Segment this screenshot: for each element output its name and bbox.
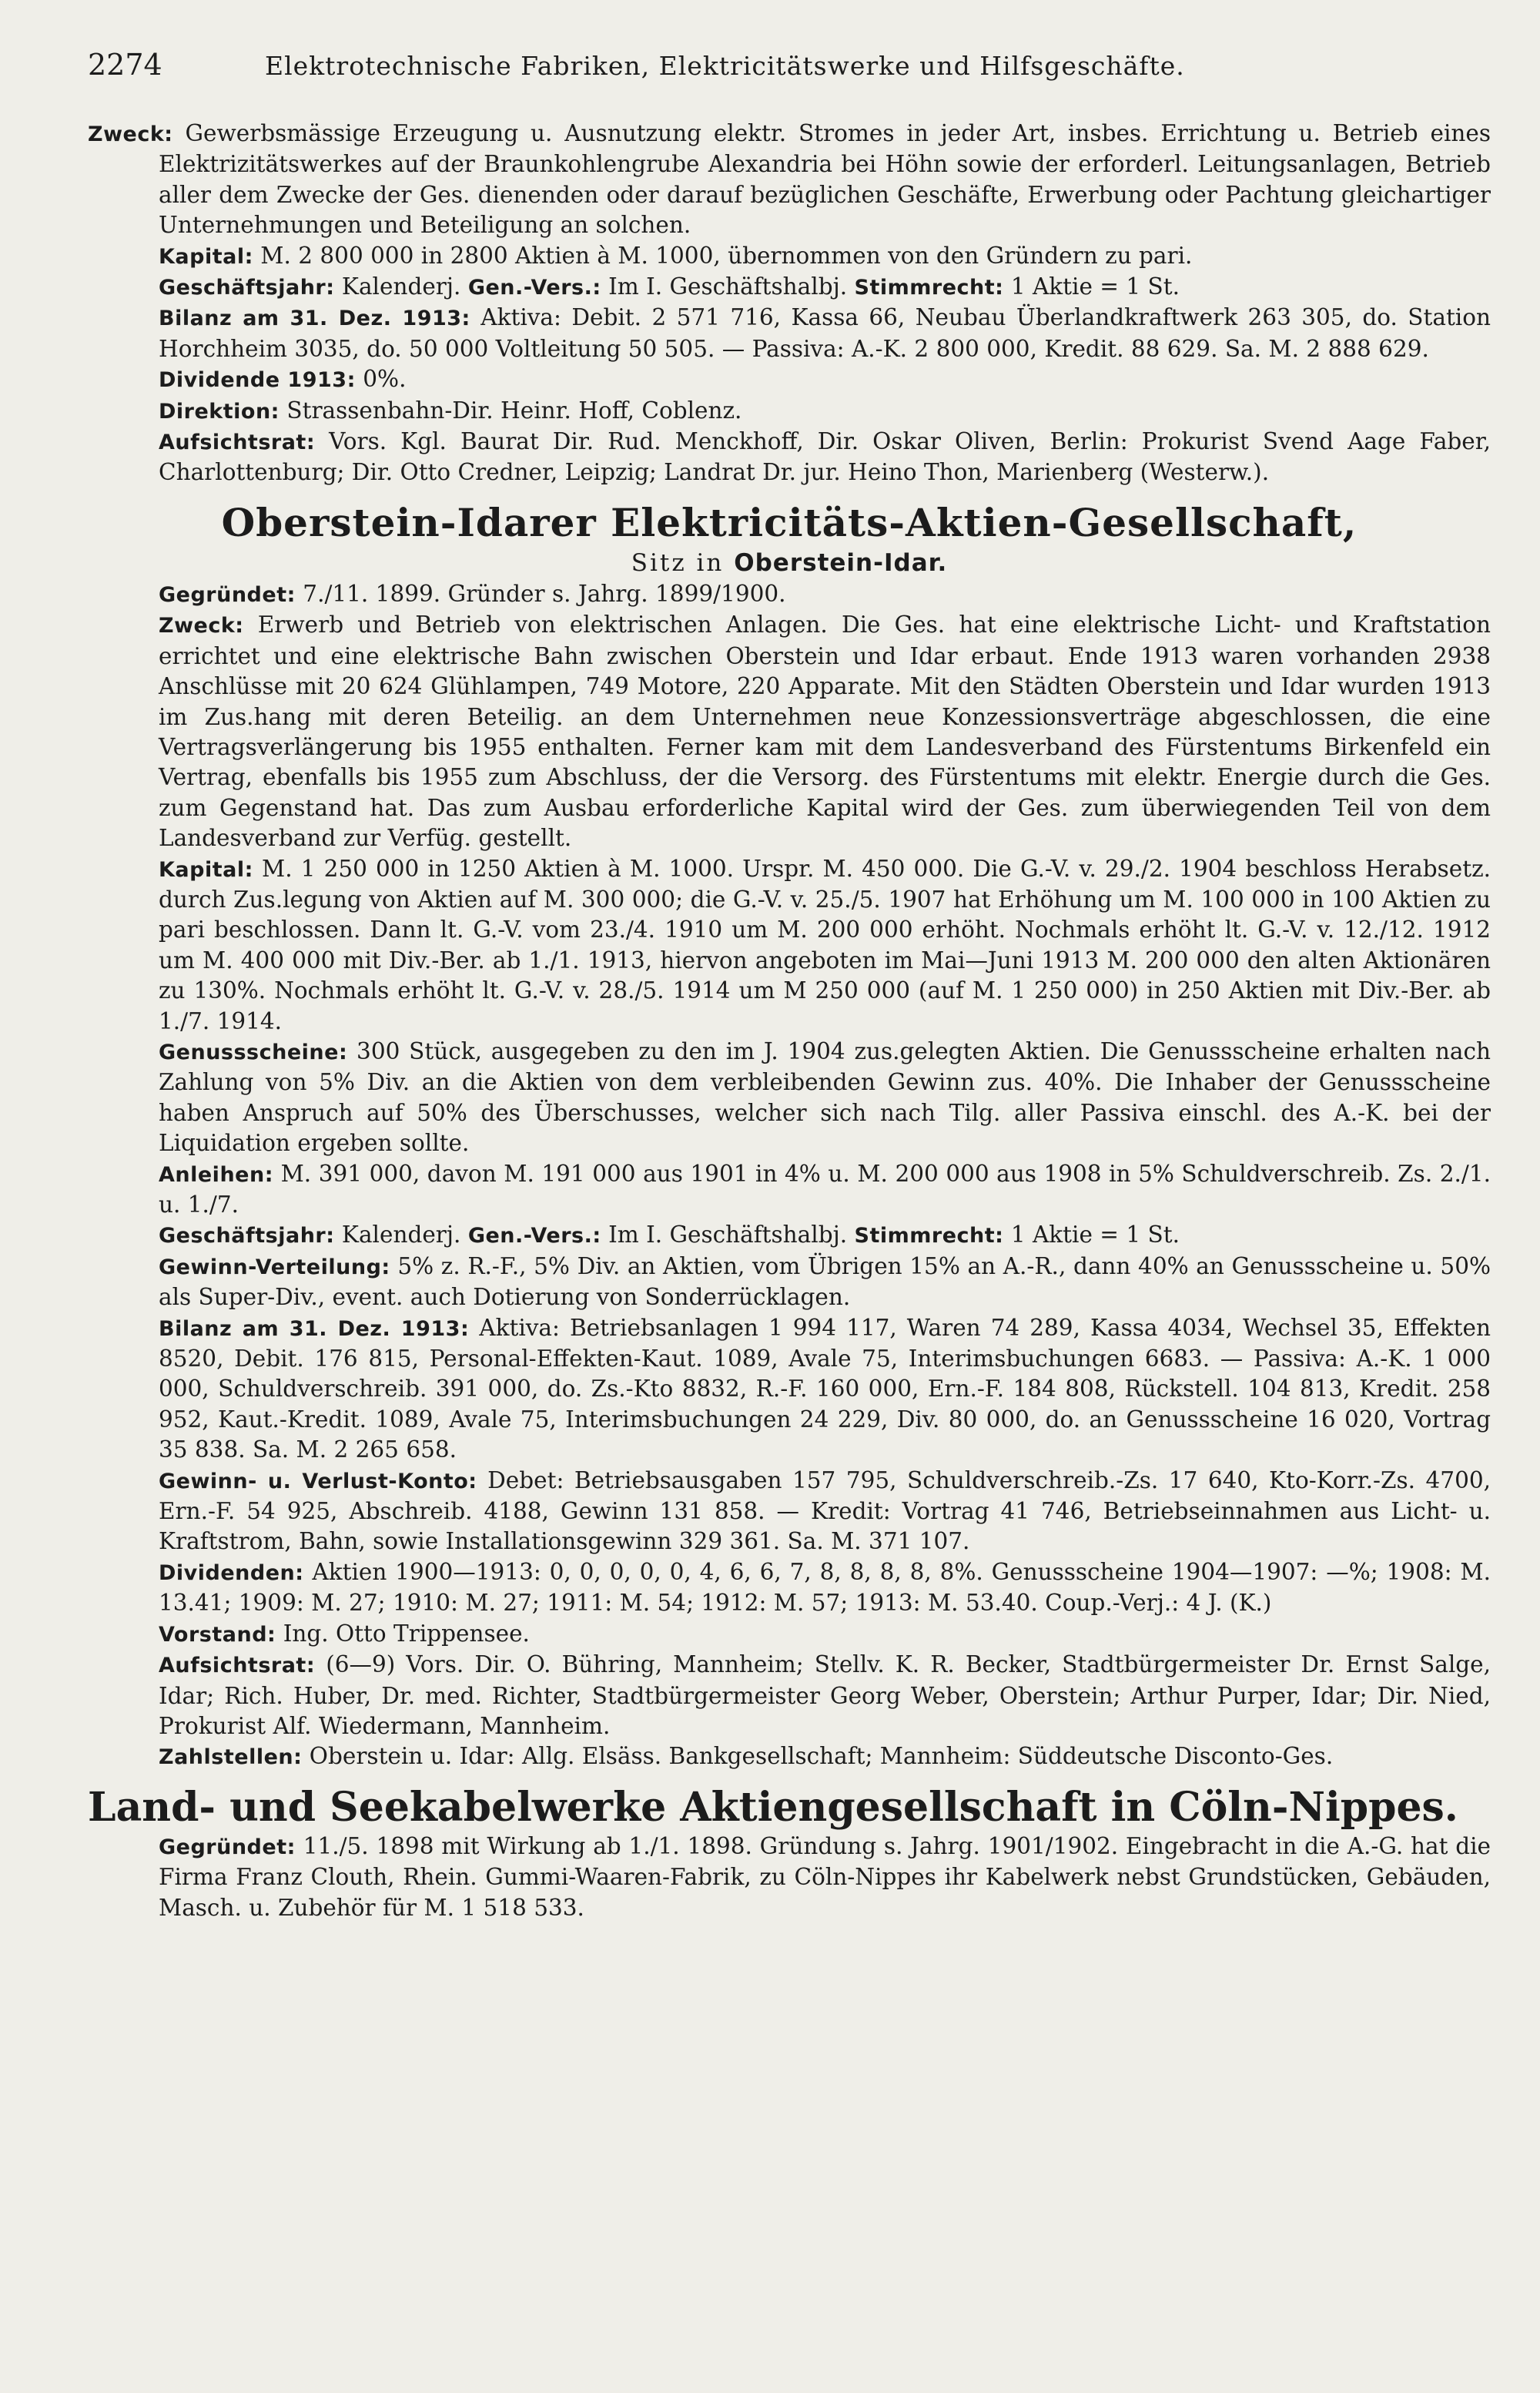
company2-gewinn-verteilung: Gewinn-Verteilung: 5% z. R.-F., 5% Div. an Aktien, vom Übrigen 15% an A.-R., dann 40% an Genussscheine u. 50% als Super-Div., event. auch Dotierung von Sonderrücklagen. [159,1252,1491,1311]
company3-title: Land- und Seekabelwerke Aktiengesellschaft in Cöln-Nippes. [88,1783,1458,1831]
company2-guv: Gewinn- u. Verlust-Konto: Debet: Betriebsausgaben 157 795, Schuldverschreib.-Zs. 17 640, Kto-Korr.-Zs. 4700, Ern.-F. 54 925, Abschreib. 4188, Gewinn 131 858. — Kredit: Vortrag 41 746, Betriebseinnahmen aus Licht- u. Kraftstrom, Bahn, sowie Installationsgewinn 329 361. Sa. M. 371 107. [159,1466,1491,1555]
company1-direktion: Direktion: Strassenbahn-Dir. Heinr. Hoff, Coblenz. [159,397,742,424]
company2-zweck: Zweck: Erwerb und Betrieb von elektrischen Anlagen. Die Ges. hat eine elektrische Licht- und Kraftstation errichtet und eine elektrische Bahn zwischen Oberstein und Idar erbaut. Ende 1913 waren vorhanden 2938 Anschlüsse mit 20 624 Glühlampen, 749 Motore, 220 Apparate. Mit den Städten Oberstein und Idar wurden 1913 im Zus.hang mit deren Beteilig. an dem Unternehmen neue Konzessionsverträge abgeschlossen, die eine Vertragsverlängerung bis 1955 enthalten. Ferner kam mit dem Landesverband des Fürstentums Birkenfeld ein Vertrag, ebenfalls bis 1955 zum Abschluss, der die Versorg. des Fürstentums mit elektr. Energie durch die Ges. zum Gegenstand hat. Das zum Ausbau erforderliche Kapital wird der Ges. zum überwiegenden Teil von dem Landesverband zur Verfüg. gestellt. [159,612,1491,852]
company2-kapital: Kapital: M. 1 250 000 in 1250 Aktien à M. 1000. Urspr. M. 450 000. Die G.-V. v. 29./2. 1904 beschloss Herabsetz. durch Zus.legung von Aktien auf M. 300 000; die G.-V. v. 25./5. 1907 hat Erhöhung um M. 100 000 in 100 Aktien zu pari beschlossen. Dann lt. G.-V. vom 23./4. 1910 um M. 200 000 erhöht. Nochmals erhöht lt. G.-V. v. 12./12. 1912 um M. 400 000 mit Div.-Ber. ab 1./1. 1913, hiervon angeboten im Mai—Juni 1913 M. 200 000 den alten Aktionären zu 130%. Nochmals erhöht lt. G.-V. v. 28./5. 1914 um M 250 000 (auf M. 1 250 000) in 250 Aktien mit Div.-Ber. ab 1./7. 1914. [159,855,1491,1034]
company3-gegruendet: Gegründet: 11./5. 1898 mit Wirkung ab 1./1. 1898. Gründung s. Jahrg. 1901/1902. Eingebracht in die A.-G. hat die Firma Franz Clouth, Rhein. Gummi-Waaren-Fabrik, zu Cöln-Nippes ihr Kabelwerk nebst Grundstücken, Gebäuden, Masch. u. Zubehör für M. 1 518 533. [159,1832,1491,1921]
company1-entry [88,119,1491,488]
company2-vorstand: Vorstand: Ing. Otto Trippensee. [159,1620,530,1647]
company2-gegruendet: Gegründet: 7./11. 1899. Gründer s. Jahrg. 1899/1900. [159,580,786,607]
company3-entry [88,1832,1491,1923]
company1-dividende: Dividende 1913: 0%. [159,366,407,393]
company2-aufsichtsrat: Aufsichtsrat: (6—9) Vors. Dir. O. Bühring, Mannheim; Stellv. K. R. Becker, Stadtbürgermeister Dr. Ernst Salge, Idar; Rich. Huber, Dr. med. Richter, Stadtbürgermeister Georg Weber, Oberstein; Arthur Purper, Idar; Dir. Nied, Prokurist Alf. Wiedermann, Mannheim. [159,1651,1491,1739]
company2-title: Oberstein-Idarer Elektricitäts-Aktien-Gesellschaft, [221,499,1358,545]
page-header [88,48,1491,102]
company2-entry [88,579,1491,1773]
company2-genussscheine: Genussscheine: 300 Stück, ausgegeben zu den im J. 1904 zus.gelegten Aktien. Die Genussscheine erhalten nach Zahlung von 5% Div. an die Aktien von dem verbleibenden Gewinn zus. 40%. Die Inhaber der Genussscheine haben Anspruch auf 50% des Überschusses, welcher sich nach Tilg. aller Passiva einschl. des A.-K. bei der Liquidation ergeben sollte. [159,1037,1491,1157]
company2-anleihen: Anleihen: M. 391 000, davon M. 191 000 aus 1901 in 4% u. M. 200 000 aus 1908 in 5% Schuldverschreib. Zs. 2./1. u. 1./7. [159,1160,1491,1218]
company2-dividenden: Dividenden: Aktien 1900—1913: 0, 0, 0, 0, 0, 4, 6, 6, 7, 8, 8, 8, 8, 8%. Genussscheine 1904—1907: —%; 1908: M. 13.41; 1909: M. 27; 1910: M. 27; 1911: M. 54; 1912: M. 57; 1913: M. 53.40. Coup.-Verj.: 4 J. (K.) [159,1558,1491,1617]
company1-bilanz: Bilanz am 31. Dez. 1913: Aktiva: Debit. 2 571 716, Kassa 66, Neubau Überlandkraftwerk 263 305, do. Station Horchheim 3035, do. 50 000 Voltleitung 50 505. — Passiva: A.-K. 2 800 000, Kredit. 88 629. Sa. M. 2 888 629. [159,304,1491,362]
page-number: 2274 [88,48,162,82]
company1-meta: Geschäftsjahr: Kalenderj. Gen.-Vers.: Im I. Geschäftshalbj. Stimmrecht: 1 Aktie = 1 St. [159,273,1180,300]
running-title: Elektrotechnische Fabriken, Elektricitätswerke und Hilfsgeschäfte. [265,51,1185,81]
company2-meta: Geschäftsjahr: Kalenderj. Gen.-Vers.: Im I. Geschäftshalbj. Stimmrecht: 1 Aktie = 1 St. [159,1222,1180,1248]
company2-zahlstellen: Zahlstellen: Oberstein u. Idar: Allg. Elsäss. Bankgesellschaft; Mannheim: Süddeutsche Disconto-Ges. [159,1743,1334,1770]
company1-kapital: Kapital: M. 2 800 000 in 2800 Aktien à M. 1000, übernommen von den Gründern zu pari. [159,242,1193,269]
company2-seat: Sitz in Oberstein-Idar. [631,548,948,577]
company2-bilanz: Bilanz am 31. Dez. 1913: Aktiva: Betriebsanlagen 1 994 117, Waren 74 289, Kassa 4034, Wechsel 35, Effekten 8520, Debit. 176 815, Personal-Effekten-Kaut. 1089, Avale 75, Interimsbuchungen 6683. — Passiva: A.-K. 1 000 000, Schuldverschreib. 391 000, do. Zs.-Kto 8832, R.-F. 160 000, Ern.-F. 184 808, Rückstell. 104 813, Kredit. 258 952, Kaut.-Kredit. 1089, Avale 75, Interimsbuchungen 24 229, Div. 80 000, do. an Genussscheine 16 020, Vortrag 35 838. Sa. M. 2 265 658. [159,1314,1491,1463]
company1-aufsichtsrat: Aufsichtsrat: Vors. Kgl. Baurat Dir. Rud. Menckhoff, Dir. Oskar Oliven, Berlin: Prokurist Svend Aage Faber, Charlottenburg; Dir. Otto Credner, Leipzig; Landrat Dr. jur. Heino Thon, Marienberg (Westerw.). [159,428,1491,486]
company1-zweck: Zweck: Gewerbsmässige Erzeugung u. Ausnutzung elektr. Stromes in jeder Art, insbes. Errichtung u. Betrieb eines Elektrizitätswerkes auf der Braunkohlengrube Alexandria bei Höhn sowie der erforderl. Leitungsanlagen, Betrieb aller dem Zwecke der Ges. dienenden oder darauf bezüglichen Geschäfte, Erwerbung oder Pachtung gleichartiger Unternehmungen und Beteiligung an solchen. [88,120,1491,239]
